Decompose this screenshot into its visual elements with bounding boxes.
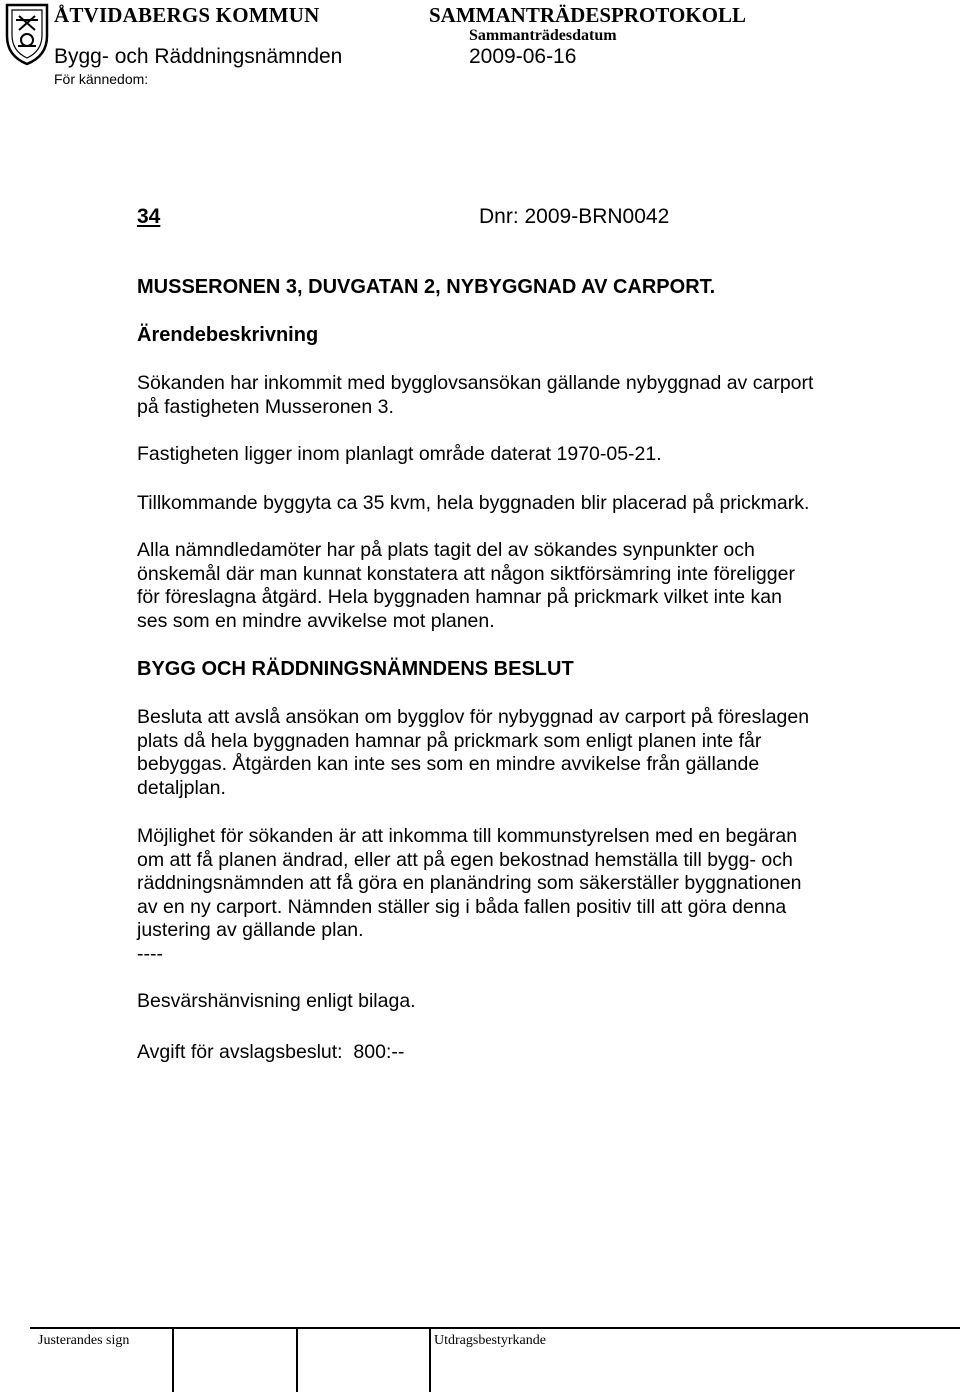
text-line: Alla nämndledamöter har på plats tagit del av sökandes synpunkter och [137,539,755,561]
text-line: Besvärshänvisning enligt bilaga. [137,990,416,1012]
extract-certification-label: Utdragsbestyrkande [434,1333,546,1348]
text-line: Tillkommande byggyta ca 35 kvm, hela byggnaden blir placerad på prickmark. [137,492,810,514]
for-information-label: För kännedom: [54,71,149,87]
text-line: önskemål där man kunnat konstatera att någon siktförsämring inte föreligger [137,562,795,585]
decision-paragraph [137,825,897,967]
case-title: MUSSERONEN 3, DUVGATAN 2, NYBYGGNAD AV CARPORT. [137,276,716,298]
text-line: Besluta att avslå ansökan om bygglov för nybyggnad av carport på föreslagen [137,706,810,728]
text-line: Fastigheten ligger inom planlagt område daterat 1970-05-21. [137,443,662,465]
description-paragraph [137,372,897,419]
decision-paragraph [137,706,897,800]
fee-note [137,1041,897,1065]
description-heading: Ärendebeskrivning [137,324,319,346]
paragraph-number: 34 [137,205,161,228]
case-number: Dnr: 2009-BRN0042 [479,205,670,228]
description-paragraph [137,492,897,516]
signature-box-divider [296,1328,298,1392]
board-name: Bygg- och Räddningsnämnden [54,45,343,68]
text-line: Avgift för avslagsbeslut: 800:-- [137,1041,405,1063]
text-line: ses som en mindre avvikelse mot planen. [137,609,495,632]
meeting-date-label: Sammanträdesdatum [469,27,617,44]
municipality-crest-icon [4,2,50,66]
text-line: för föreslagna åtgärd. Hela byggnaden hamnar på prickmark vilket inte kan [137,586,782,609]
text-line: bebyggas. Åtgärden kan inte ses som en mindre avvikelse från gällande [137,753,760,776]
meeting-date: 2009-06-16 [469,45,577,68]
text-line: Möjlighet för sökanden är att inkomma till kommunstyrelsen med en begäran [137,825,798,847]
text-line: ---- [137,942,163,965]
signature-label: Justerandes sign [38,1333,130,1348]
decision-heading: BYGG OCH RÄDDNINGSNÄMNDENS BESLUT [137,658,574,680]
document-type: SAMMANTRÄDESPROTOKOLL [429,3,746,27]
text-line: justering av gällande plan. [137,919,364,942]
signature-box-divider [172,1328,174,1392]
signature-box-divider [429,1328,431,1392]
text-line: om att få planen ändrad, eller att på egen bekostnad hemställa till bygg- och [137,848,793,871]
text-line: plats då hela byggnaden hamnar på prickmark som enligt planen inte får [137,729,762,752]
footer-divider [30,1327,960,1329]
text-line: detaljplan. [137,776,226,799]
description-paragraph [137,443,897,467]
organization-name: ÅTVIDABERGS KOMMUN [54,3,320,27]
text-line: räddningsnämnden att få göra en planändring som säkerställer byggnationen [137,872,802,895]
appeal-note [137,990,897,1014]
text-line: Sökanden har inkommit med bygglovsansökan gällande nybyggnad av carport [137,372,814,394]
text-line: av en ny carport. Nämnden ställer sig i båda fallen positiv till att göra denna [137,895,787,918]
description-paragraph [137,539,897,633]
text-line: på fastigheten Musseronen 3. [137,395,394,418]
